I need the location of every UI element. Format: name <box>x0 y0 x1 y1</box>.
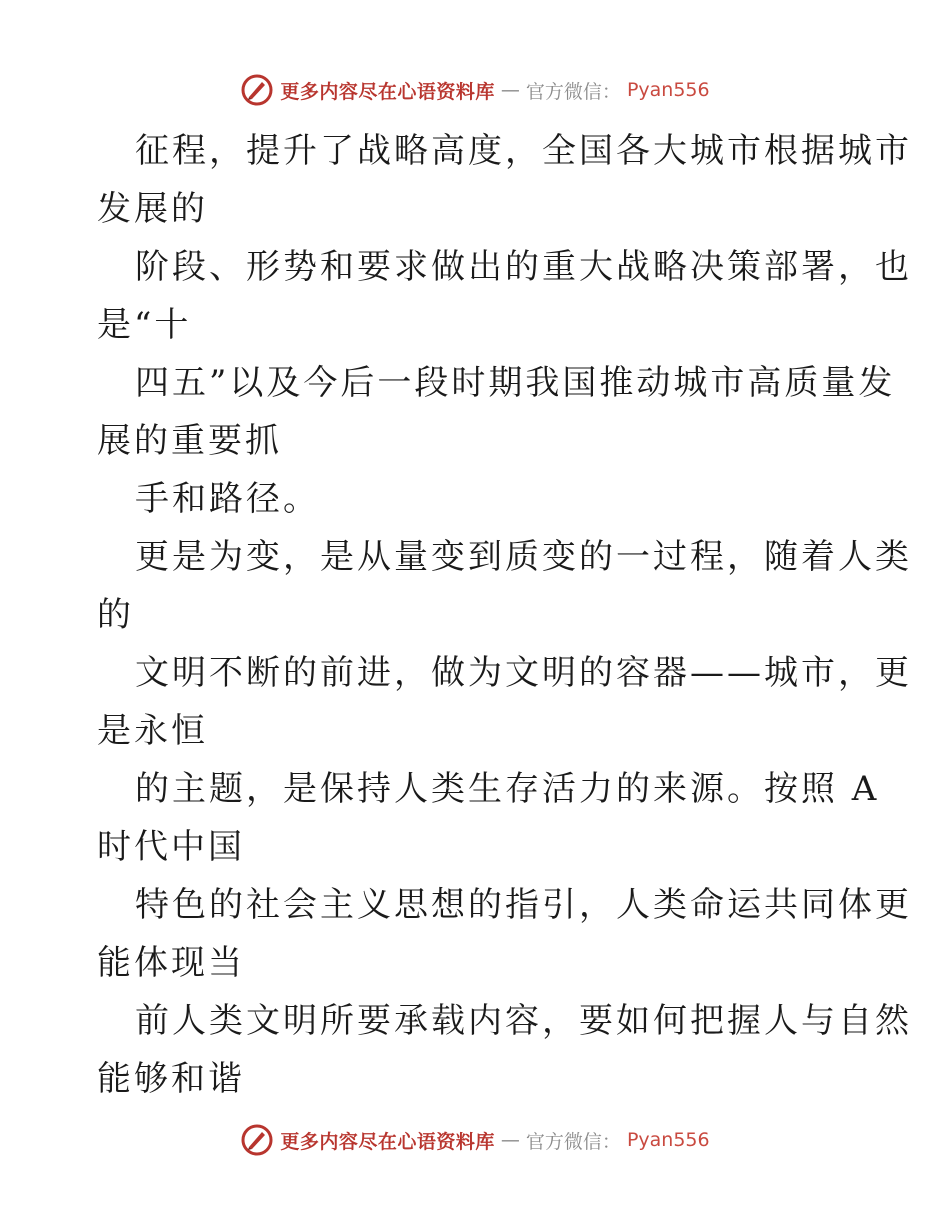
watermark-wechat-label: 官方微信： <box>525 1130 621 1153</box>
paragraph-line: 能够和谐 <box>97 1059 245 1099</box>
watermark-site-text: 更多内容尽在心语资料库 <box>280 1130 495 1153</box>
paragraph-line: 是永恒 <box>97 711 208 751</box>
paragraph-line: 能体现当 <box>97 943 245 983</box>
paragraph-line: 更是为变，是从量变到质变的一过程，随着人类 <box>135 537 912 577</box>
watermark-dash: — <box>500 1129 520 1151</box>
paragraph-line: 文明不断的前进，做为文明的容器——城市，更 <box>135 653 912 693</box>
paragraph <box>97 876 912 992</box>
paragraph-line: 时代中国 <box>97 827 245 867</box>
document-body <box>97 122 912 1108</box>
paragraph <box>97 528 912 644</box>
watermark-wechat-id: Pyan556 <box>626 79 710 101</box>
paragraph-line: 是“十 <box>97 305 192 345</box>
paragraph <box>97 122 912 238</box>
quill-logo-icon <box>240 73 274 107</box>
watermark-wechat-id: Pyan556 <box>626 1129 710 1151</box>
paragraph-line: 手和路径。 <box>135 479 320 519</box>
watermark-dash: — <box>500 79 520 101</box>
paragraph-line: 四五”以及今后一段时期我国推动城市高质量发 <box>135 363 896 403</box>
paragraph <box>97 354 896 470</box>
paragraph <box>97 470 857 528</box>
watermark-site-text: 更多内容尽在心语资料库 <box>280 80 495 103</box>
header-watermark <box>0 70 950 110</box>
watermark-wechat-label: 官方微信： <box>525 80 621 103</box>
paragraph <box>97 644 912 760</box>
quill-logo-icon <box>240 1123 274 1157</box>
paragraph-line: 前人类文明所要承载内容，要如何把握人与自然 <box>135 1001 912 1041</box>
paragraph <box>97 992 912 1108</box>
paragraph-line: 的 <box>97 595 134 635</box>
footer-watermark <box>0 1120 950 1160</box>
paragraph-line: 征程，提升了战略高度，全国各大城市根据城市 <box>135 131 912 171</box>
paragraph-line: 阶段、形势和要求做出的重大战略决策部署，也 <box>135 247 912 287</box>
paragraph-line: 发展的 <box>97 189 208 229</box>
paragraph <box>97 238 912 354</box>
paragraph-line: 特色的社会主义思想的指引，人类命运共同体更 <box>135 885 912 925</box>
paragraph-line: 展的重要抓 <box>97 421 282 461</box>
paragraph <box>97 760 880 876</box>
paragraph-line: 的主题，是保持人类生存活力的来源。按照 A <box>135 769 880 809</box>
